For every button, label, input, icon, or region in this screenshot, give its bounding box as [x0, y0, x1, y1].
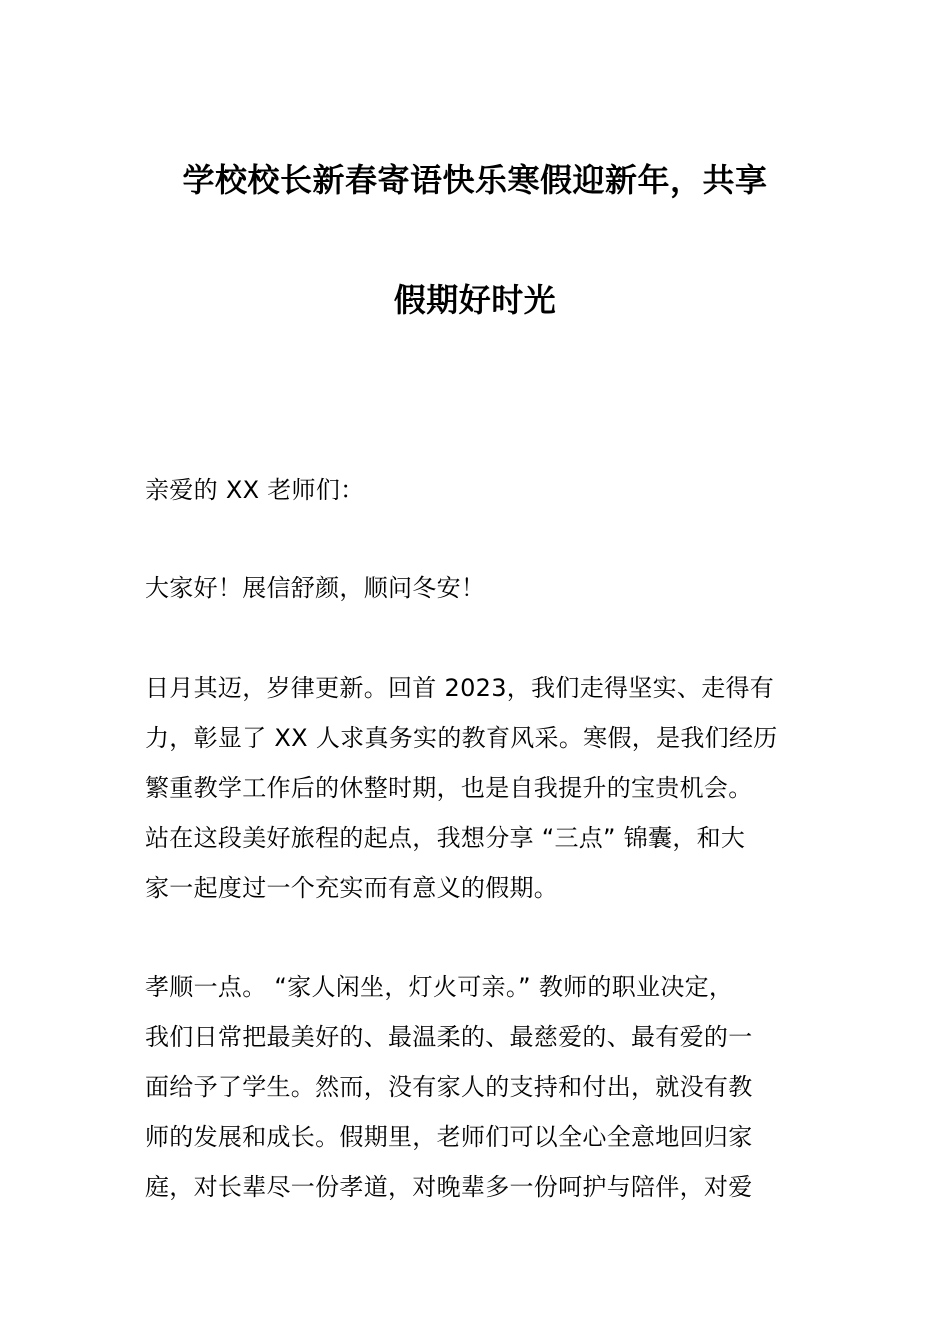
- salutation-paragraph: [145, 465, 810, 515]
- text-line: 我们日常把最美好的、最温柔的、最慈爱的、最有爱的一: [145, 1023, 753, 1051]
- text-line: 日月其迈，岁律更新。回首 2023，我们走得坚实、走得有: [145, 674, 775, 702]
- text-line: 亲爱的 XX 老师们：: [145, 476, 365, 504]
- text-line: 力，彰显了 XX 人求真务实的教育风采。寒假，是我们经历: [145, 724, 778, 752]
- text-line: 繁重教学工作后的休整时期，也是自我提升的宝贵机会。: [145, 774, 753, 802]
- text-line: 站在这段美好旅程的起点，我想分享 “三点” 锦囊，和大: [145, 824, 746, 852]
- document-title-line-1: 学校校长新春寄语快乐寒假迎新年，共享: [182, 161, 768, 199]
- text-line: 庭，对长辈尽一份孝道，对晚辈多一份呵护与陪伴，对爱: [145, 1173, 753, 1201]
- text-line: 大家好！展信舒颜，顺问冬安！: [145, 574, 486, 602]
- greeting-paragraph: [145, 563, 810, 613]
- document-title-line-2: 假期好时光: [393, 281, 557, 319]
- text-line: 面给予了学生。然而，没有家人的支持和付出，就没有教: [145, 1073, 753, 1101]
- text-line: 师的发展和成长。假期里，老师们可以全心全意地回归家: [145, 1123, 753, 1151]
- intro-paragraph: [145, 663, 810, 913]
- text-line: 家一起度过一个充实而有意义的假期。: [145, 874, 559, 902]
- filial-piety-paragraph: [145, 962, 810, 1212]
- text-line: 孝顺一点。 “家人闲坐，灯火可亲。” 教师的职业决定，: [145, 973, 734, 1001]
